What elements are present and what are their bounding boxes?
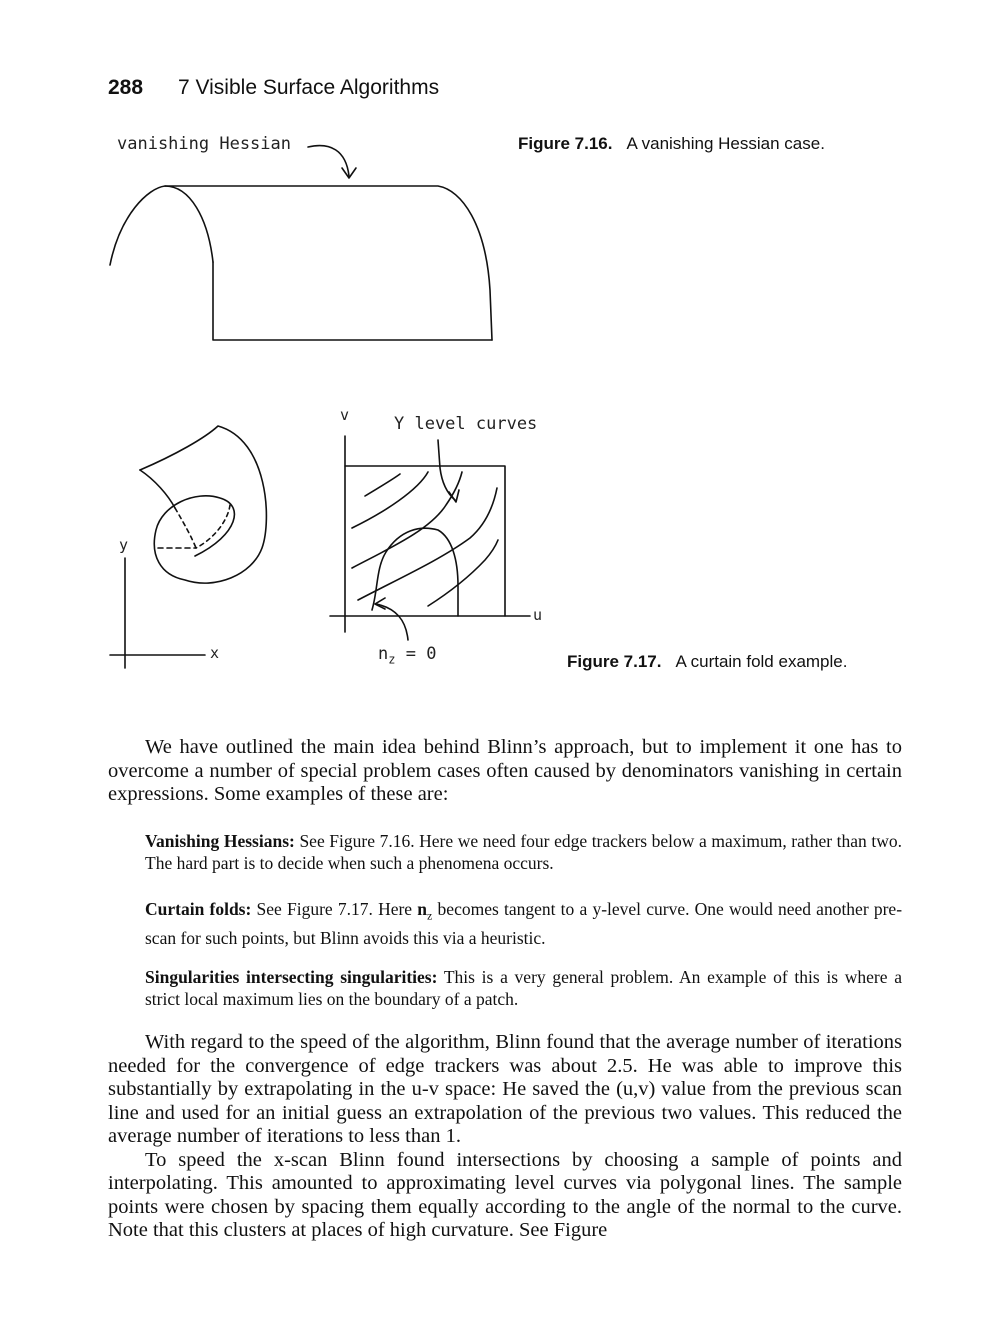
nz-arrowhead [375,598,385,609]
list-item-curtain-folds [145,898,902,949]
v-axis-label: v [340,406,350,424]
item-term: Singularities intersecting singularities: [145,967,438,987]
nz-arrow [376,604,408,640]
y-axis-label: y [119,536,129,554]
fold-top-line [140,470,175,508]
x-axis-label: x [210,644,220,662]
item-text: See Figure 7.16. Here we need four edge trackers below a maximum, rather than two. The hard part is to decide when such a phenomena occurs. [145,831,903,873]
chapter-title: 7 Visible Surface Algorithms [178,76,440,99]
level-curve-5 [428,540,498,606]
item-text: This is a very general problem. An example of this is where a strict local maximum lies on the boundary of a patch. [145,967,902,1009]
nz-subscript: z [388,652,396,667]
page-number: 288 [108,76,144,99]
level-curve-1 [365,474,400,496]
item-term: Vanishing Hessians: [145,831,295,851]
list-item-vanishing-hessians [145,830,902,874]
curtain-fold-curve [372,528,458,616]
paragraph-3-text: To speed the x-scan Blinn found intersections by choosing a sample of points and interpolating. This amounted to approximating level curves via polygonal lines. The sample points were chosen by spacing them equally according to the angle of the normal to the curve. Note that this clusters at places of high curvature. See Figure [108,1148,902,1241]
level-curve-4 [358,488,497,600]
caption-number: Figure 7.17. [567,652,662,671]
item-bold-symbol: n [417,899,428,919]
item-text-before: See Figure 7.17. Here [256,899,413,919]
caption-text: A vanishing Hessian case. [626,134,825,153]
caption-text: A curtain fold example. [675,652,848,671]
u-axis-label: u [533,606,543,624]
paragraph-1-text: We have outlined the main idea behind Blinn’s approach, but to implement it one has to overcome a number of special problem cases often caused by denominators vanishing in certain expressions. Some examples of these are: [108,736,902,805]
fold-surface-outline [140,426,266,583]
paragraph-2-text: With regard to the speed of the algorithm, Blinn found that the average number of iterations needed for the convergence of edge trackers was about 2.5. He was able to improve this substantially by extrapolating in the u-v space: He saved the (u,v) value from the previous scan line and used for an initial guess an extrapolation of the previous two values. This reduced the average number of iterations to less than 1. [108,1031,902,1147]
item-term: Curtain folds: [145,899,252,919]
item-bold-subscript: z [427,908,433,923]
level-curves-label: Y level curves [394,414,538,434]
nz-label [378,644,436,666]
fold-hidden-curve [175,508,196,548]
list-item-singularities [145,966,902,1010]
vanishing-hessian-label: vanishing Hessian [117,134,291,154]
fold-hidden-curve-2 [196,505,230,548]
nz-value: = 0 [395,644,437,664]
figure-7-17-caption [567,652,847,672]
item-text-after: becomes tangent to a y-level curve. One would need another pre-scan for such points, but Blinn avoids this via a heuristic. [145,899,903,948]
paragraph-1 [108,736,902,807]
level-arrow [438,440,455,500]
nz-symbol: n [378,644,389,664]
caption-number: Figure 7.16. [518,134,613,153]
paragraph-2-3 [108,1031,902,1243]
